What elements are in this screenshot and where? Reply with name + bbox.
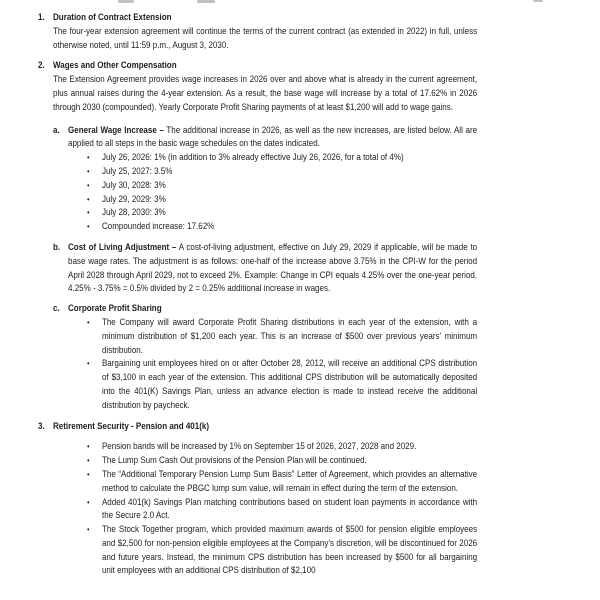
bullet-text: July 28, 2030: 3% [101, 207, 166, 218]
section-3 [38, 420, 477, 579]
bullet-item [87, 206, 477, 220]
bullet-icon: • [86, 221, 90, 232]
bullet-text: July 29, 2029: 3% [101, 193, 166, 204]
bullet-text: Compounded increase: 17.62% [101, 221, 215, 232]
bullet-text: The Company will award Corporate Profit Sharing distributions in each year of the extension, with a minimum distribution of $1,200 each year. This is an increase of $500 over previous years’ minimum distribution. [101, 316, 478, 355]
subsection-lead: A cost-of-living adjustment, effective on July 29, 2029 if applicable, will be made to base wage rates. The adjustment is as follows: one-half of the increase above 3.75% in the CPI-W for the period April 2028 through April 2029, not to exceed 2%. Example: Change in CPI equals 4.25% over the one-year period. 4.25% - 3.75% = 0.5% divided by 2 = 0.25% additional increase in wages. [68, 241, 478, 294]
bullet-item [87, 523, 477, 578]
subsection-title: Cost of Living Adjustment – [68, 241, 177, 252]
subsection-title: General Wage Increase – [68, 124, 164, 135]
bullet-item [87, 151, 477, 165]
section-title: Wages and Other Compensation [53, 60, 177, 71]
bullet-text: The “Additional Temporary Pension Lump Sum Basis” Letter of Agreement, which provides an alternative method to calculate the PBGC lump sum value, will remain in effect during the term of the extension. [101, 468, 478, 493]
document-page [38, 11, 477, 578]
bullet-text: Pension bands will be increased by 1% on September 15 of 2026, 2027, 2028 and 2029. [101, 441, 417, 452]
section-body: The four-year extension agreement will continue the terms of the current contract (as extended in 2022) in full, unless otherwise noted, until 11:59 p.m., August 3, 2030. [53, 25, 478, 50]
bullet-item [87, 454, 477, 468]
bullet-icon: • [86, 316, 90, 327]
bullet-text: July 26, 2026: 1% (in addition to 3% already effective July 26, 2026, for a total of 4%) [101, 152, 404, 163]
bullet-item [87, 179, 477, 193]
subsection-letter: a. [53, 124, 60, 135]
bullet-item [87, 316, 477, 357]
bullet-icon: • [86, 455, 90, 466]
section-number: 2. [38, 60, 45, 71]
subsection-c [53, 302, 477, 412]
subsection-a [53, 124, 477, 234]
bullet-text: The Lump Sum Cash Out provisions of the Pension Plan will be continued. [101, 455, 367, 466]
bullet-icon: • [86, 496, 90, 507]
bullet-text: Added 401(k) Savings Plan matching contributions based on student loan payments in accordance with the Secure 2.0 Act. [101, 496, 478, 521]
subsection-b [53, 241, 477, 296]
bullet-list [68, 151, 477, 234]
cropped-text-fragment [533, 0, 543, 2]
subsection-title: Corporate Profit Sharing [68, 303, 162, 314]
subsection-lead: The additional increase in 2026, as well as the new increases, are listed below. All are applied to all steps in the basic wage schedules on the dates indicated. [68, 124, 478, 149]
section-1 [38, 11, 477, 52]
subsection-letter: c. [53, 303, 60, 314]
section-number: 1. [38, 12, 45, 22]
section-title: Duration of Contract Extension [53, 12, 172, 22]
bullet-item [87, 220, 477, 234]
bullet-list [53, 440, 477, 578]
bullet-item [87, 193, 477, 207]
bullet-text: July 30, 2028: 3% [101, 179, 166, 190]
bullet-icon: • [86, 524, 90, 535]
bullet-icon: • [86, 441, 90, 452]
subsection-lead-paragraph [68, 124, 477, 152]
bullet-icon: • [86, 358, 90, 369]
bullet-icon: • [86, 468, 90, 479]
bullet-item [87, 496, 477, 524]
bullet-item [87, 357, 477, 412]
bullet-icon: • [86, 207, 90, 218]
bullet-icon: • [86, 193, 90, 204]
bullet-text: July 25, 2027: 3.5% [101, 165, 173, 176]
section-2 [38, 59, 477, 412]
subsection-lead-paragraph [68, 241, 477, 296]
subsection-letter: b. [53, 241, 61, 252]
cropped-text-fragment [197, 0, 215, 3]
bullet-icon: • [86, 165, 90, 176]
bullet-text: The Stock Together program, which provided maximum awards of $500 for pension eligible employees and $2,500 for non-pension eligible employees at the Company’s discretion, will be discontinued for 2026 and future years. Instead, the minimum CPS distribution has been increased by $500 for all bargaining unit employees with an additional CPS distribution of $2,100 [101, 524, 478, 576]
section-title: Retirement Security - Pension and 401(k) [53, 420, 210, 431]
bullet-item [87, 468, 477, 496]
bullet-icon: • [86, 179, 90, 190]
bullet-item [87, 440, 477, 454]
bullet-list [68, 316, 477, 413]
bullet-icon: • [86, 152, 90, 163]
section-number: 3. [38, 420, 45, 431]
section-body: The Extension Agreement provides wage increases in 2026 over and above what is already in the current agreement, plus annual raises during the 4-year extension. As a result, the base wage will increase by a total of 17.62% in 2026 through 2030 (compounded). Yearly Corporate Profit Sharing payments of at least $1,200 will add to wage gains. [53, 74, 478, 112]
bullet-item [87, 165, 477, 179]
bullet-text: Bargaining unit employees hired on or after October 28, 2012, will receive an additional CPS distribution of $3,100 in each year of the extension. This additional CPS distribution will be automatically deposited into the 401(K) Savings Plan, unless an advance election is made to instead receive the additional distribution by paycheck. [101, 358, 478, 410]
cropped-text-fragment [118, 0, 134, 3]
